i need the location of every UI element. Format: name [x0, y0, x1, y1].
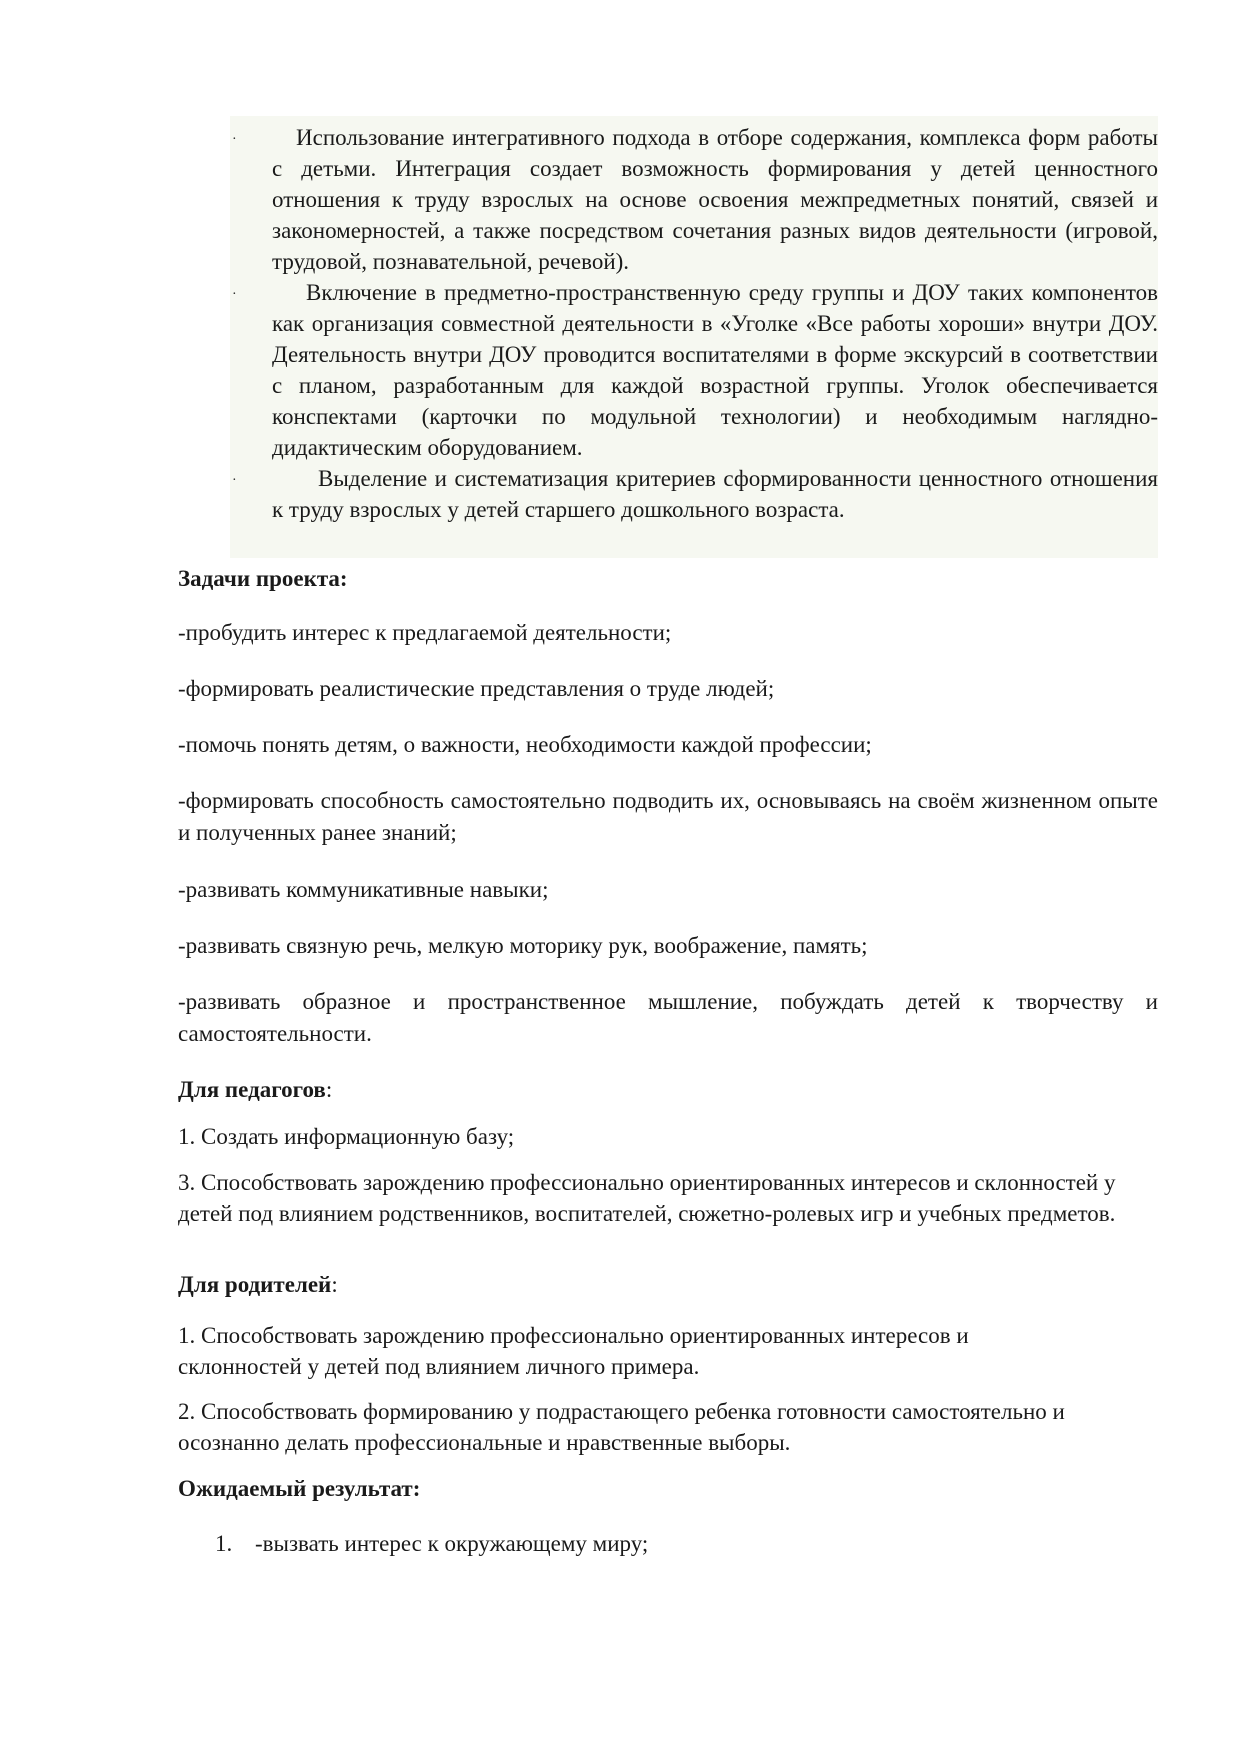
result-item: [215, 1528, 648, 1560]
teachers-item: 1. Создать информационную базу;: [178, 1124, 515, 1149]
result-heading: Ожидаемый результат:: [178, 1476, 421, 1501]
bullet-marker: ·: [232, 132, 237, 147]
bullet-text: Использование интегративного подхода в отборе содержания, комплекса форм работы с детьми. Интеграция создает возможность формирования у детей ценностного отношения к труду взрослых на основе освоения межпредметных понятий, связей и закономерностей, а также посредством сочетания разных видов деятельности (игровой, трудовой, познавательной, речевой).: [272, 125, 1158, 274]
task-item: -пробудить интерес к предлагаемой деятельности;: [178, 620, 672, 645]
bullet-text: Выделение и систематизация критериев сформированности ценностного отношения к труду взрослых у детей старшего дошкольного возраста.: [272, 466, 1158, 522]
bullet-item: [232, 463, 1158, 525]
bullet-item: [232, 122, 1158, 277]
parents-heading-colon: :: [331, 1272, 338, 1297]
task-item: -развивать коммуникативные навыки;: [178, 877, 549, 902]
task-item: -помочь понять детям, о важности, необходимости каждой профессии;: [178, 732, 872, 757]
bullet-marker: ·: [232, 287, 237, 302]
parents-heading-text: Для родителей: [178, 1272, 332, 1297]
parents-item: 2. Способствовать формированию у подрастающего ребенка готовности самостоятельно и осознанно делать профессиональные и нравственные выборы.: [178, 1399, 1065, 1455]
bullet-marker: ·: [232, 473, 237, 488]
task-item: -развивать образное и пространственное мышление, побуждать детей к творчеству и самостоятельности.: [178, 989, 1158, 1046]
tasks-heading: Задачи проекта:: [178, 566, 348, 591]
task-item: -формировать реалистические представления о труде людей;: [178, 676, 775, 701]
bullet-text: Включение в предметно-пространственную среду группы и ДОУ таких компонентов как организация совместной деятельности в «Уголке «Все работы хороши» внутри ДОУ. Деятельность внутри ДОУ проводится воспитателями в форме экскурсий в соответствии с планом, разработанным для каждой возрастной группы. Уголок обеспечивается конспектами (карточки по модульной технологии) и необходимым наглядно-дидактическим оборудованием.: [272, 280, 1158, 460]
result-item-text: -вызвать интерес к окружающему миру;: [255, 1531, 649, 1556]
teachers-heading-text: Для педагогов: [178, 1077, 326, 1102]
result-item-number: 1.: [215, 1531, 233, 1556]
teachers-heading: [178, 1075, 332, 1105]
bullet-item: [232, 277, 1158, 463]
task-item: -развивать связную речь, мелкую моторику рук, воображение, память;: [178, 933, 868, 958]
teachers-heading-colon: :: [325, 1077, 333, 1102]
teachers-item: 3. Способствовать зарождению профессионально ориентированных интересов и склонностей у детей под влиянием родственников, воспитателей, сюжетно-ролевых игр и учебных предметов.: [178, 1170, 1116, 1226]
parents-heading: [178, 1270, 338, 1300]
parents-item: 1. Способствовать зарождению профессионально ориентированных интересов и склонностей у детей под влиянием личного примера.: [178, 1323, 969, 1379]
task-item: -формировать способность самостоятельно подводить их, основываясь на своём жизненном опыте и полученных ранее знаний;: [178, 788, 1158, 845]
